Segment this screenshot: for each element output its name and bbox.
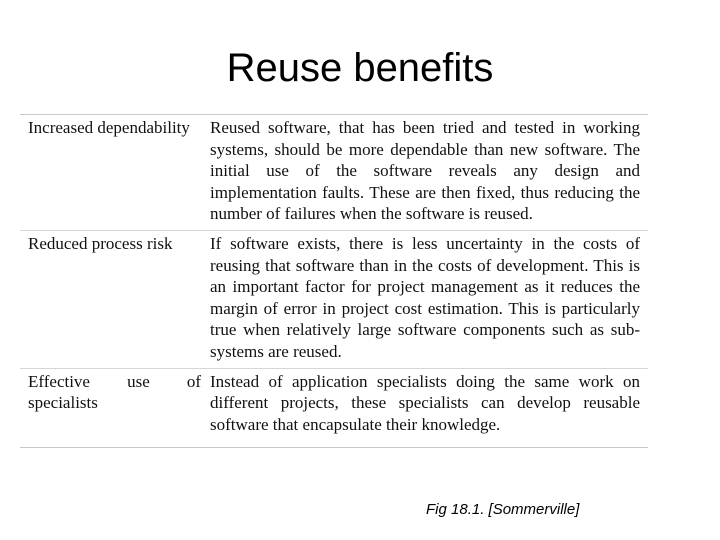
page-title: Reuse benefits	[226, 46, 494, 90]
table-row	[20, 231, 648, 369]
benefit-term: Effective use of specialists	[28, 371, 201, 413]
figure-caption: Fig 18.1. [Sommerville]	[426, 501, 580, 518]
table-row	[20, 369, 648, 448]
benefit-term: Reduced process risk	[28, 233, 173, 253]
benefits-table	[20, 114, 648, 448]
table-row	[20, 115, 648, 231]
benefit-description: Reused software, that has been tried and tested in working systems, should be more dependable than new software. The initial use of the software reveals any design and implementation faults. These are then fixed, thus reducing the number of failures when the software is reused.	[210, 118, 640, 224]
benefit-description: If software exists, there is less uncertainty in the costs of reusing that software than in the costs of development. This is an important factor for project management as it reduces the margin of error in project cost estimation. This is particularly true when relatively large software components such as sub-systems are reused.	[210, 233, 640, 361]
benefit-description: Instead of application specialists doing the same work on different projects, these specialists can develop reusable software that encapsulate their knowledge.	[210, 371, 640, 434]
benefit-term: Increased dependability	[28, 118, 190, 137]
